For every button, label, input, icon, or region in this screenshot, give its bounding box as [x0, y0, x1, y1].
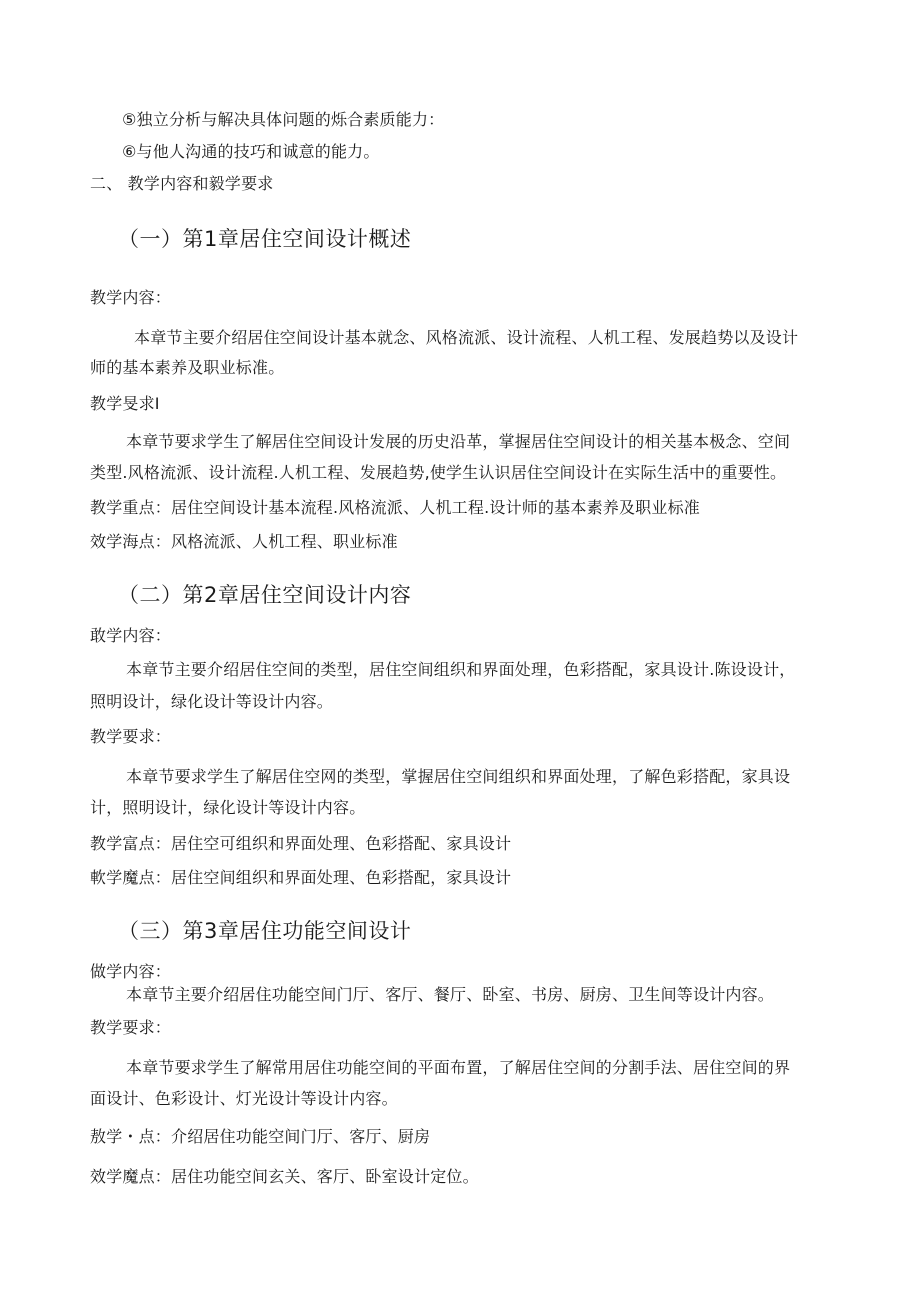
chapter-1-content-label: 教学内容： [90, 288, 172, 307]
chapter-2-content-line-1: 本章节主要介绍居住空间的类型，居住空间组织和界面处理，色彩搭配，家具设计.陈设设计， [126, 660, 796, 679]
intro-item-6: ⑥与他人沟通的技巧和诚意的能力。 [122, 142, 380, 161]
chapter-1-requirement-line-1: 本章节要求学生了解居住空间设计发展的历史沿革，掌握居住空间设计的相关基本极念、空间 [126, 432, 791, 451]
chapter-2-heading: （二）第2章居住空间设计内容 [118, 583, 412, 607]
chapter-3-heading: （三）第3章居住功能空间设计 [118, 919, 412, 943]
chapter-2-requirement-label: 教学要求： [90, 727, 172, 746]
chapter-2-content-line-2: 照明设计，绿化设计等设计内容。 [90, 692, 334, 711]
chapter-2-difficult-points: 軟学魔点：居住空间组织和界面处理、色彩搭配，家具设计 [90, 868, 512, 887]
chapter-1-content-line-2: 师的基本素养及职业标准。 [90, 358, 285, 377]
chapter-1-difficult-points: 效学海点：风格流派、人机工程、职业标准 [90, 532, 398, 551]
chapter-2-content-label: 敢学内容： [90, 626, 172, 645]
chapter-1-requirement-label: 教学旻求I [90, 394, 160, 413]
chapter-1-content-line-1: 本章节主要介绍居住空间设计基本就念、风格流派、设计流程、人机工程、发展趋势以及设计 [134, 328, 799, 347]
chapter-3-requirement-line-1: 本章节要求学生了解常用居住功能空间的平面布置，了解居住空间的分割手法、居住空间的界 [126, 1058, 791, 1077]
chapter-3-difficult-points: 效学魔点：居住功能空间玄关、客厅、卧室设计定位。 [90, 1167, 479, 1186]
chapter-3-requirement-label: 教学要求： [90, 1018, 172, 1037]
chapter-3-content-line-1: 本章节主要介绍居住功能空间门厅、客厅、餐厅、卧室、书房、厨房、卫生间等设计内容。 [126, 985, 775, 1004]
chapter-1-requirement-line-2: 类型.风格流派、设计流程.人机工程、发展趋势,使学生认识居住空间设计在实际生活中的重要性。 [90, 463, 787, 482]
chapter-2-key-points: 教学富点：居住空可组织和界面处理、色彩搭配、家具设计 [90, 834, 512, 853]
chapter-1-key-points: 教学重点：居住空间设计基本流程.风格流派、人机工程.设计师的基本素养及职业标准 [90, 498, 700, 517]
intro-item-5: ⑤独立分析与解决具体问题的烁合素质能力： [122, 110, 445, 129]
chapter-3-content-label: 做学内容： [90, 962, 172, 981]
chapter-3-requirement-line-2: 面设计、色彩设计、灯光设计等设计内容。 [90, 1089, 398, 1108]
section-2-title: 二、 教学内容和毅学要求 [90, 174, 274, 193]
chapter-2-requirement-line-1: 本章节要求学生了解居住空网的类型，掌握居住空间组织和界面处理，了解色彩搭配，家具设 [126, 767, 791, 786]
chapter-2-requirement-line-2: 计，照明设计，绿化设计等设计内容。 [90, 798, 366, 817]
chapter-1-heading: （一）第1章居住空间设计概述 [118, 227, 412, 251]
chapter-3-key-points: 敖学・点：介绍居住功能空间门厅、客厅、厨房 [90, 1127, 431, 1146]
